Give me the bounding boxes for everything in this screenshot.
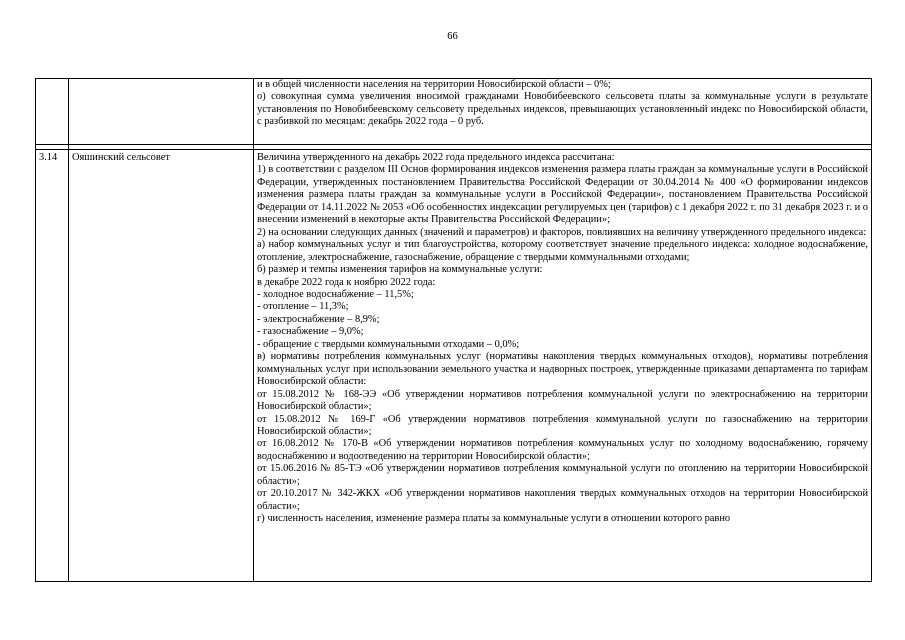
row-number-cell <box>36 79 69 145</box>
paragraph: - холодное водоснабжение – 11,5%; <box>257 288 414 300</box>
indices-table <box>35 78 872 582</box>
municipality-cell: Ояшинский сельсовет <box>69 150 254 582</box>
row-number-cell: 3.14 <box>36 150 69 582</box>
paragraph: - электроснабжение – 8,9%; <box>257 313 380 325</box>
paragraph: - отопление – 11,3%; <box>257 301 349 313</box>
paragraph: о) совокупная сумма увеличения вносимой гражданами Новобибеевского сельсовета платы за коммунальные услуги в результате установления по Новобибеевскому сельсовету предельных индексов, превышающих установленный индекс по Новосибирской области, с разбивкой по месяцам: декабрь 2022 года – 0 руб. <box>257 91 868 128</box>
paragraph: от 16.08.2012 № 170-В «Об утверждении нормативов потребления коммунальных услуг по холодному водоснабжению, горячему водоснабжению и водоотведению на территории Новосибирской области»; <box>257 438 868 462</box>
paragraph: Величина утвержденного на декабрь 2022 года предельного индекса рассчитана: <box>257 152 615 163</box>
paragraph: и в общей численности населения на территории Новосибирской области – 0%; <box>257 79 611 90</box>
page-number: 66 <box>447 31 458 42</box>
paragraph: в) нормативы потребления коммунальных услуг (нормативы накопления твердых коммунальных отходов), нормативы потребления коммунальных услуг при использовании земельного участка и надворных построек, утвержденные приказами департамента по тарифам Новосибирской области: <box>257 351 868 388</box>
description-cell <box>254 79 872 145</box>
paragraph: от 20.10.2017 № 342-ЖКХ «Об утверждении нормативов накопления твердых коммунальных отходов на территории Новосибирской области»; <box>257 488 868 512</box>
paragraph: в декабре 2022 года к ноябрю 2022 года: <box>257 276 436 288</box>
paragraph: а) набор коммунальных услуг и тип благоустройства, которому соответствует значение предельного индекса: холодное водоснабжение, отопление, электроснабжение, газоснабжение, обращение с твердыми коммунальными отходами; <box>257 239 868 263</box>
paragraph: б) размер и темпы изменения тарифов на коммунальные услуги: <box>257 264 543 276</box>
paragraph: от 15.06.2016 № 85-ТЭ «Об утверждении нормативов потребления коммунальной услуги по отоплению на территории Новосибирской области»; <box>257 463 868 487</box>
table-row <box>36 79 872 145</box>
paragraph: от 15.08.2012 № 169-Г «Об утверждении нормативов потребления коммунальной услуги по газоснабжению на территории Новосибирской области»; <box>257 413 868 437</box>
table-row <box>36 150 872 582</box>
municipality-cell <box>69 79 254 145</box>
paragraph: г) численность населения, изменение размера платы за коммунальные услуги в отношении которого равно <box>257 513 731 525</box>
paragraph: 1) в соответствии с разделом III Основ формирования индексов изменения размера платы граждан за коммунальные услуги в Российской Федерации, утвержденных постановлением Правительства Российской Федерации от 30.04.2014 № 400 «О формировании индексов изменения размера платы граждан за коммунальные услуги в Российской Федерации», постановлением Правительства Российской Федерации от 14.11.2022 № 2053 «Об особенностях индексации регулируемых цен (тарифов) с 1 декабря 2022 г. по 31 декабря 2023 г. и о внесении изменений в некоторые акты Правительства Российской Федерации»; <box>257 164 868 226</box>
paragraph: - обращение с твердыми коммунальными отходами – 0,0%; <box>257 338 520 350</box>
paragraph: 2) на основании следующих данных (значений и параметров) и факторов, повлиявших на величину утвержденного предельного индекса: <box>257 226 867 238</box>
paragraph: - газоснабжение – 9,0%; <box>257 326 364 338</box>
paragraph: от 15.08.2012 № 168-ЭЭ «Об утверждении нормативов потребления коммунальной услуги по электроснабжению на территории Новосибирской области»; <box>257 388 868 413</box>
description-cell <box>254 150 872 582</box>
